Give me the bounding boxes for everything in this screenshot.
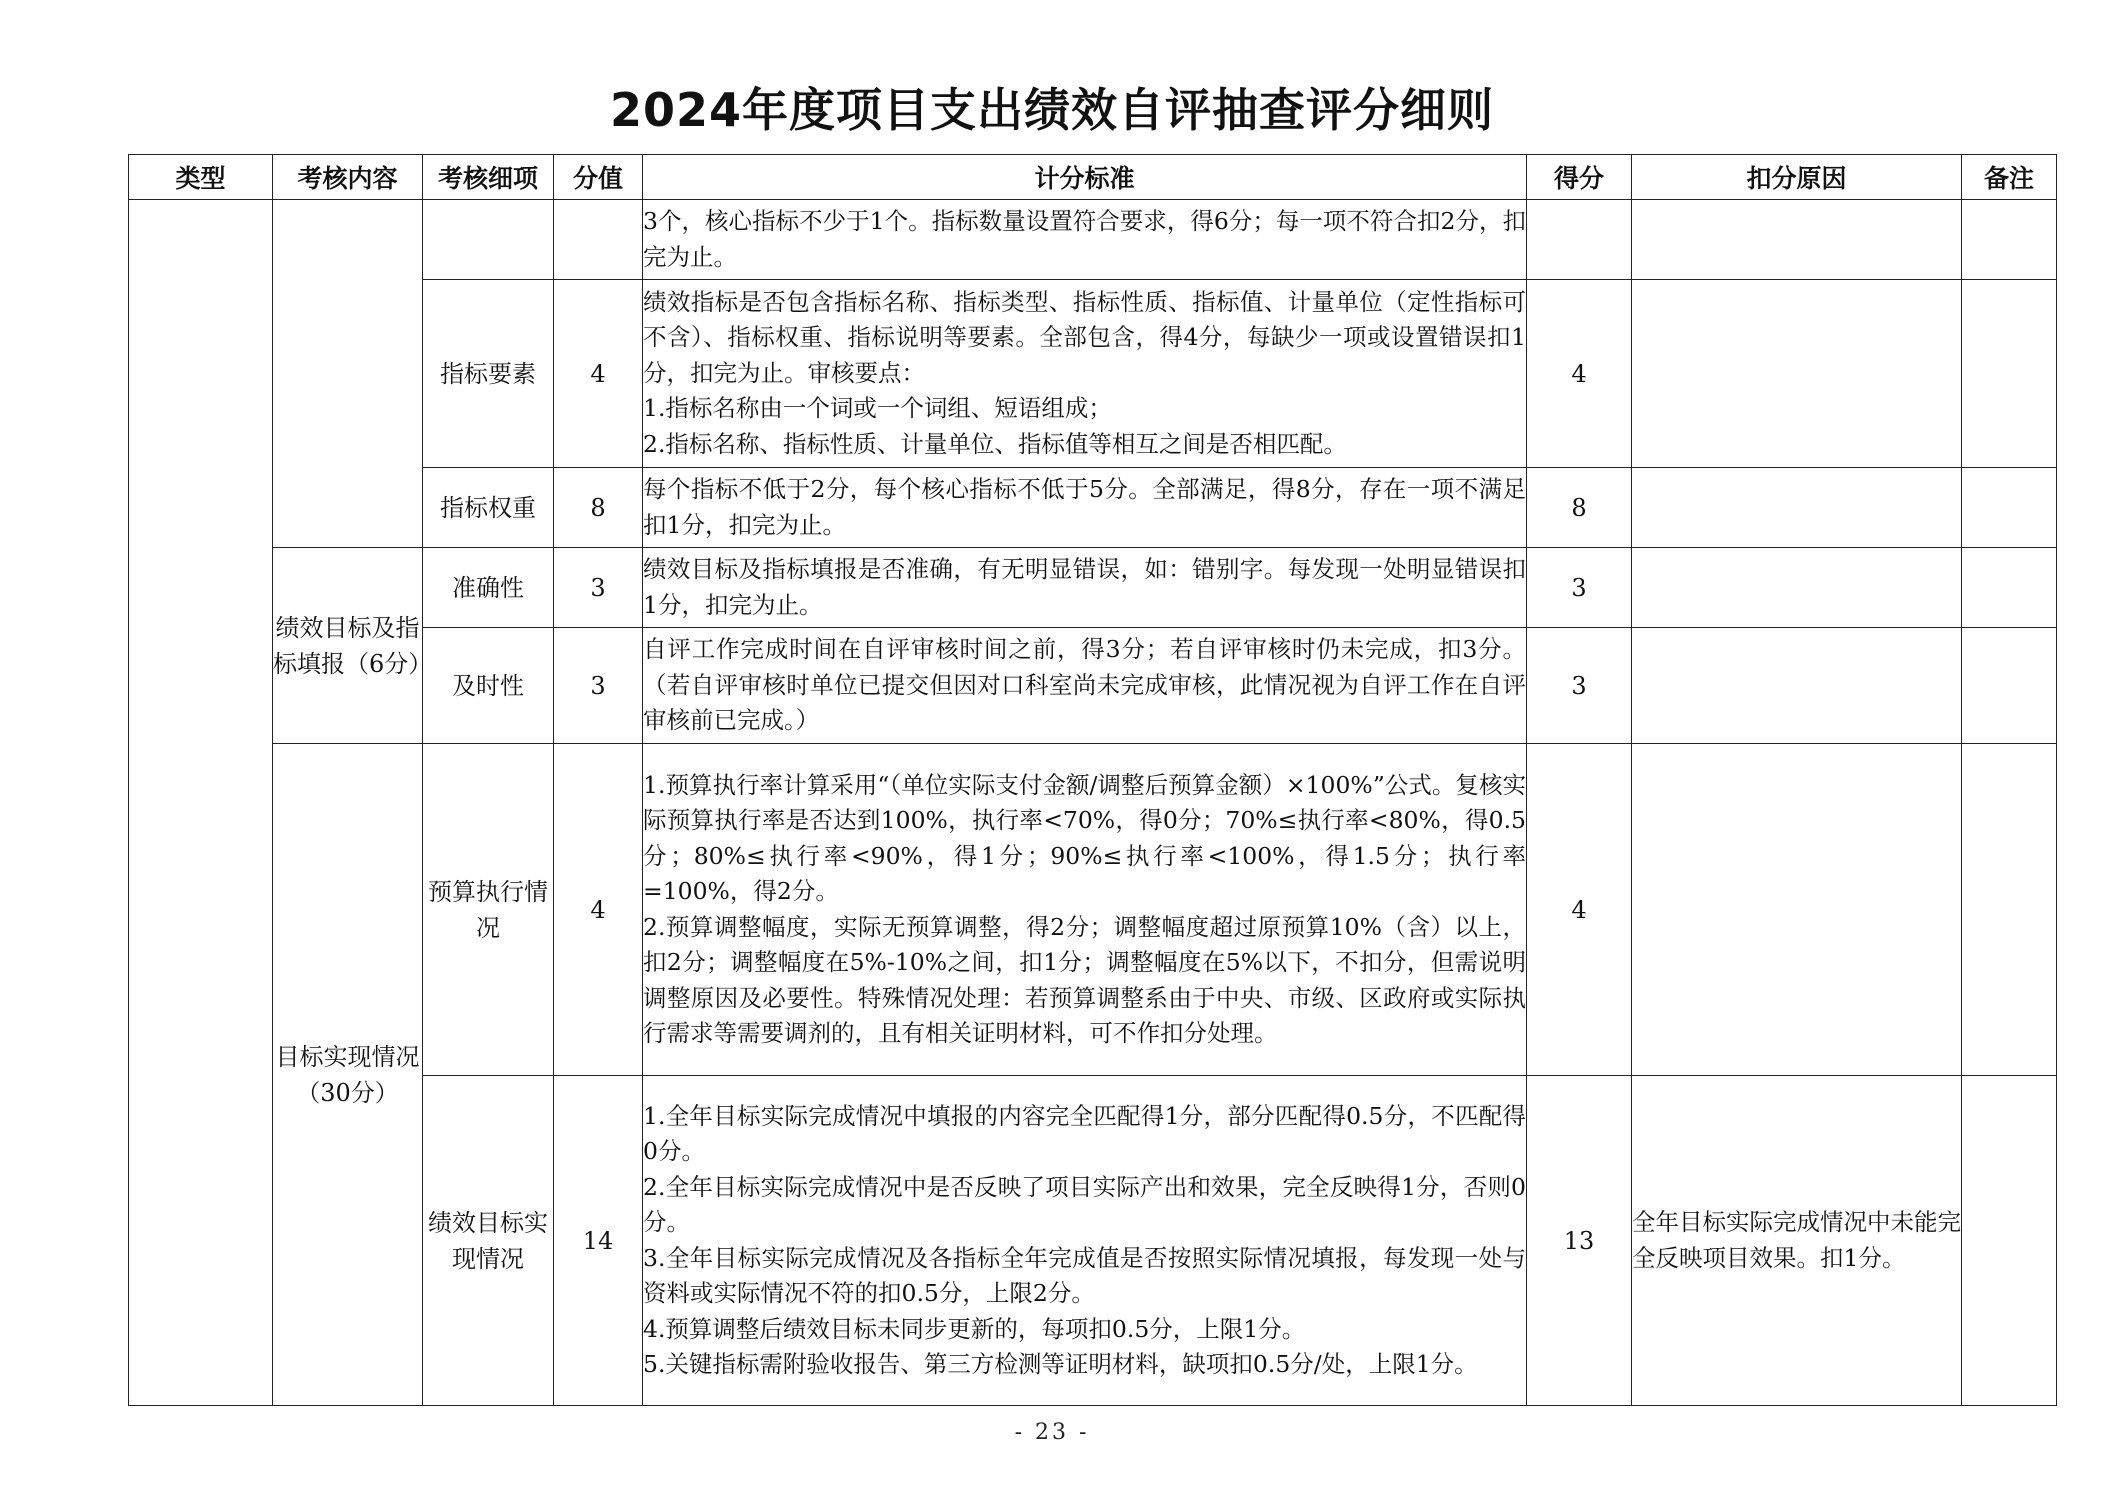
got-cell: [1527, 200, 1632, 280]
note-cell: [1962, 744, 2057, 1076]
note-cell: [1962, 1076, 2057, 1406]
scoring-table: [128, 154, 2057, 1406]
item-cell: 指标权重: [423, 468, 554, 548]
type-cell: [129, 200, 273, 1406]
score-cell: 4: [554, 744, 643, 1076]
reason-cell: [1632, 200, 1962, 280]
score-cell: 14: [554, 1076, 643, 1406]
standard-cell: 自评工作完成时间在自评审核时间之前，得3分；若自评审核时仍未完成，扣3分。（若自评审核时单位已提交但因对口科室尚未完成审核，此情况视为自评工作在自评审核前已完成。）: [643, 628, 1527, 744]
item-cell: 绩效目标实现情况: [423, 1076, 554, 1406]
item-cell: 及时性: [423, 628, 554, 744]
standard-cell: 绩效目标及指标填报是否准确，有无明显错误，如：错别字。每发现一处明显错误扣1分，扣完为止。: [643, 548, 1527, 628]
page-number: - 23 -: [1014, 1420, 1090, 1445]
got-cell: 8: [1527, 468, 1632, 548]
reason-cell: [1632, 744, 1962, 1076]
content-group-achieve: 目标实现情况（30分）: [273, 744, 423, 1406]
content-group-fill: 绩效目标及指标填报（6分）: [273, 548, 423, 744]
standard-cell: 3个，核心指标不少于1个。指标数量设置符合要求，得6分；每一项不符合扣2分，扣完为止。: [643, 200, 1527, 280]
header-note: 备注: [1962, 155, 2057, 200]
page-title: 2024年度项目支出绩效自评抽查评分细则: [609, 83, 1495, 137]
standard-cell: 1.预算执行率计算采用“（单位实际支付金额/调整后预算金额）×100%”公式。复核实际预算执行率是否达到100%，执行率<70%，得0分；70%≤执行率<80%，得0.5分；80%≤执行率<90%，得1分；90%≤执行率<100%，得1.5分；执行率=100%，得2分。 2.预算调整幅度，实际无预算调整，得2分；调整幅度超过原预算10%（含）以上，扣2分；调整幅度在5%-10%之间，扣1分；调整幅度在5%以下，不扣分，但需说明调整原因及必要性。特殊情况处理：若预算调整系由于中央、市级、区政府或实际执行需求等需要调剂的，且有相关证明材料，可不作扣分处理。: [643, 744, 1527, 1076]
table-row: [129, 744, 2057, 1076]
score-cell: 4: [554, 280, 643, 468]
note-cell: [1962, 548, 2057, 628]
reason-cell: 全年目标实际完成情况中未能完全反映项目效果。扣1分。: [1632, 1076, 1962, 1406]
table-row: [129, 548, 2057, 628]
note-cell: [1962, 468, 2057, 548]
header-standard: 计分标准: [643, 155, 1527, 200]
standard-cell: 每个指标不低于2分，每个核心指标不低于5分。全部满足，得8分，存在一项不满足扣1分，扣完为止。: [643, 468, 1527, 548]
item-cell: 准确性: [423, 548, 554, 628]
score-cell: [554, 200, 643, 280]
got-cell: 4: [1527, 744, 1632, 1076]
reason-cell: [1632, 280, 1962, 468]
got-cell: 4: [1527, 280, 1632, 468]
note-cell: [1962, 280, 2057, 468]
header-reason: 扣分原因: [1632, 155, 1962, 200]
score-cell: 8: [554, 468, 643, 548]
reason-cell: [1632, 628, 1962, 744]
item-cell: [423, 200, 554, 280]
item-cell: 预算执行情况: [423, 744, 554, 1076]
header-type: 类型: [129, 155, 273, 200]
got-cell: 3: [1527, 628, 1632, 744]
header-got: 得分: [1527, 155, 1632, 200]
standard-cell: 1.全年目标实际完成情况中填报的内容完全匹配得1分，部分匹配得0.5分，不匹配得0分。 2.全年目标实际完成情况中是否反映了项目实际产出和效果，完全反映得1分，否则0分。 3.全年目标实际完成情况及各指标全年完成值是否按照实际情况填报，每发现一处与资料或实际情况不符的扣0.5分，上限2分。 4.预算调整后绩效目标未同步更新的，每项扣0.5分，上限1分。 5.关键指标需附验收报告、第三方检测等证明材料，缺项扣0.5分/处，上限1分。: [643, 1076, 1527, 1406]
header-content: 考核内容: [273, 155, 423, 200]
header-item: 考核细项: [423, 155, 554, 200]
content-cell: [273, 200, 423, 548]
reason-cell: [1632, 548, 1962, 628]
reason-cell: [1632, 468, 1962, 548]
item-cell: 指标要素: [423, 280, 554, 468]
header-row: [129, 155, 2057, 200]
standard-cell: 绩效指标是否包含指标名称、指标类型、指标性质、指标值、计量单位（定性指标可不含）、指标权重、指标说明等要素。全部包含，得4分，每缺少一项或设置错误扣1分，扣完为止。审核要点： 1.指标名称由一个词或一个词组、短语组成； 2.指标名称、指标性质、计量单位、指标值等相互之间是否相匹配。: [643, 280, 1527, 468]
note-cell: [1962, 200, 2057, 280]
score-cell: 3: [554, 628, 643, 744]
got-cell: 3: [1527, 548, 1632, 628]
header-score: 分值: [554, 155, 643, 200]
table-row: [129, 200, 2057, 280]
got-cell: 13: [1527, 1076, 1632, 1406]
note-cell: [1962, 628, 2057, 744]
score-cell: 3: [554, 548, 643, 628]
